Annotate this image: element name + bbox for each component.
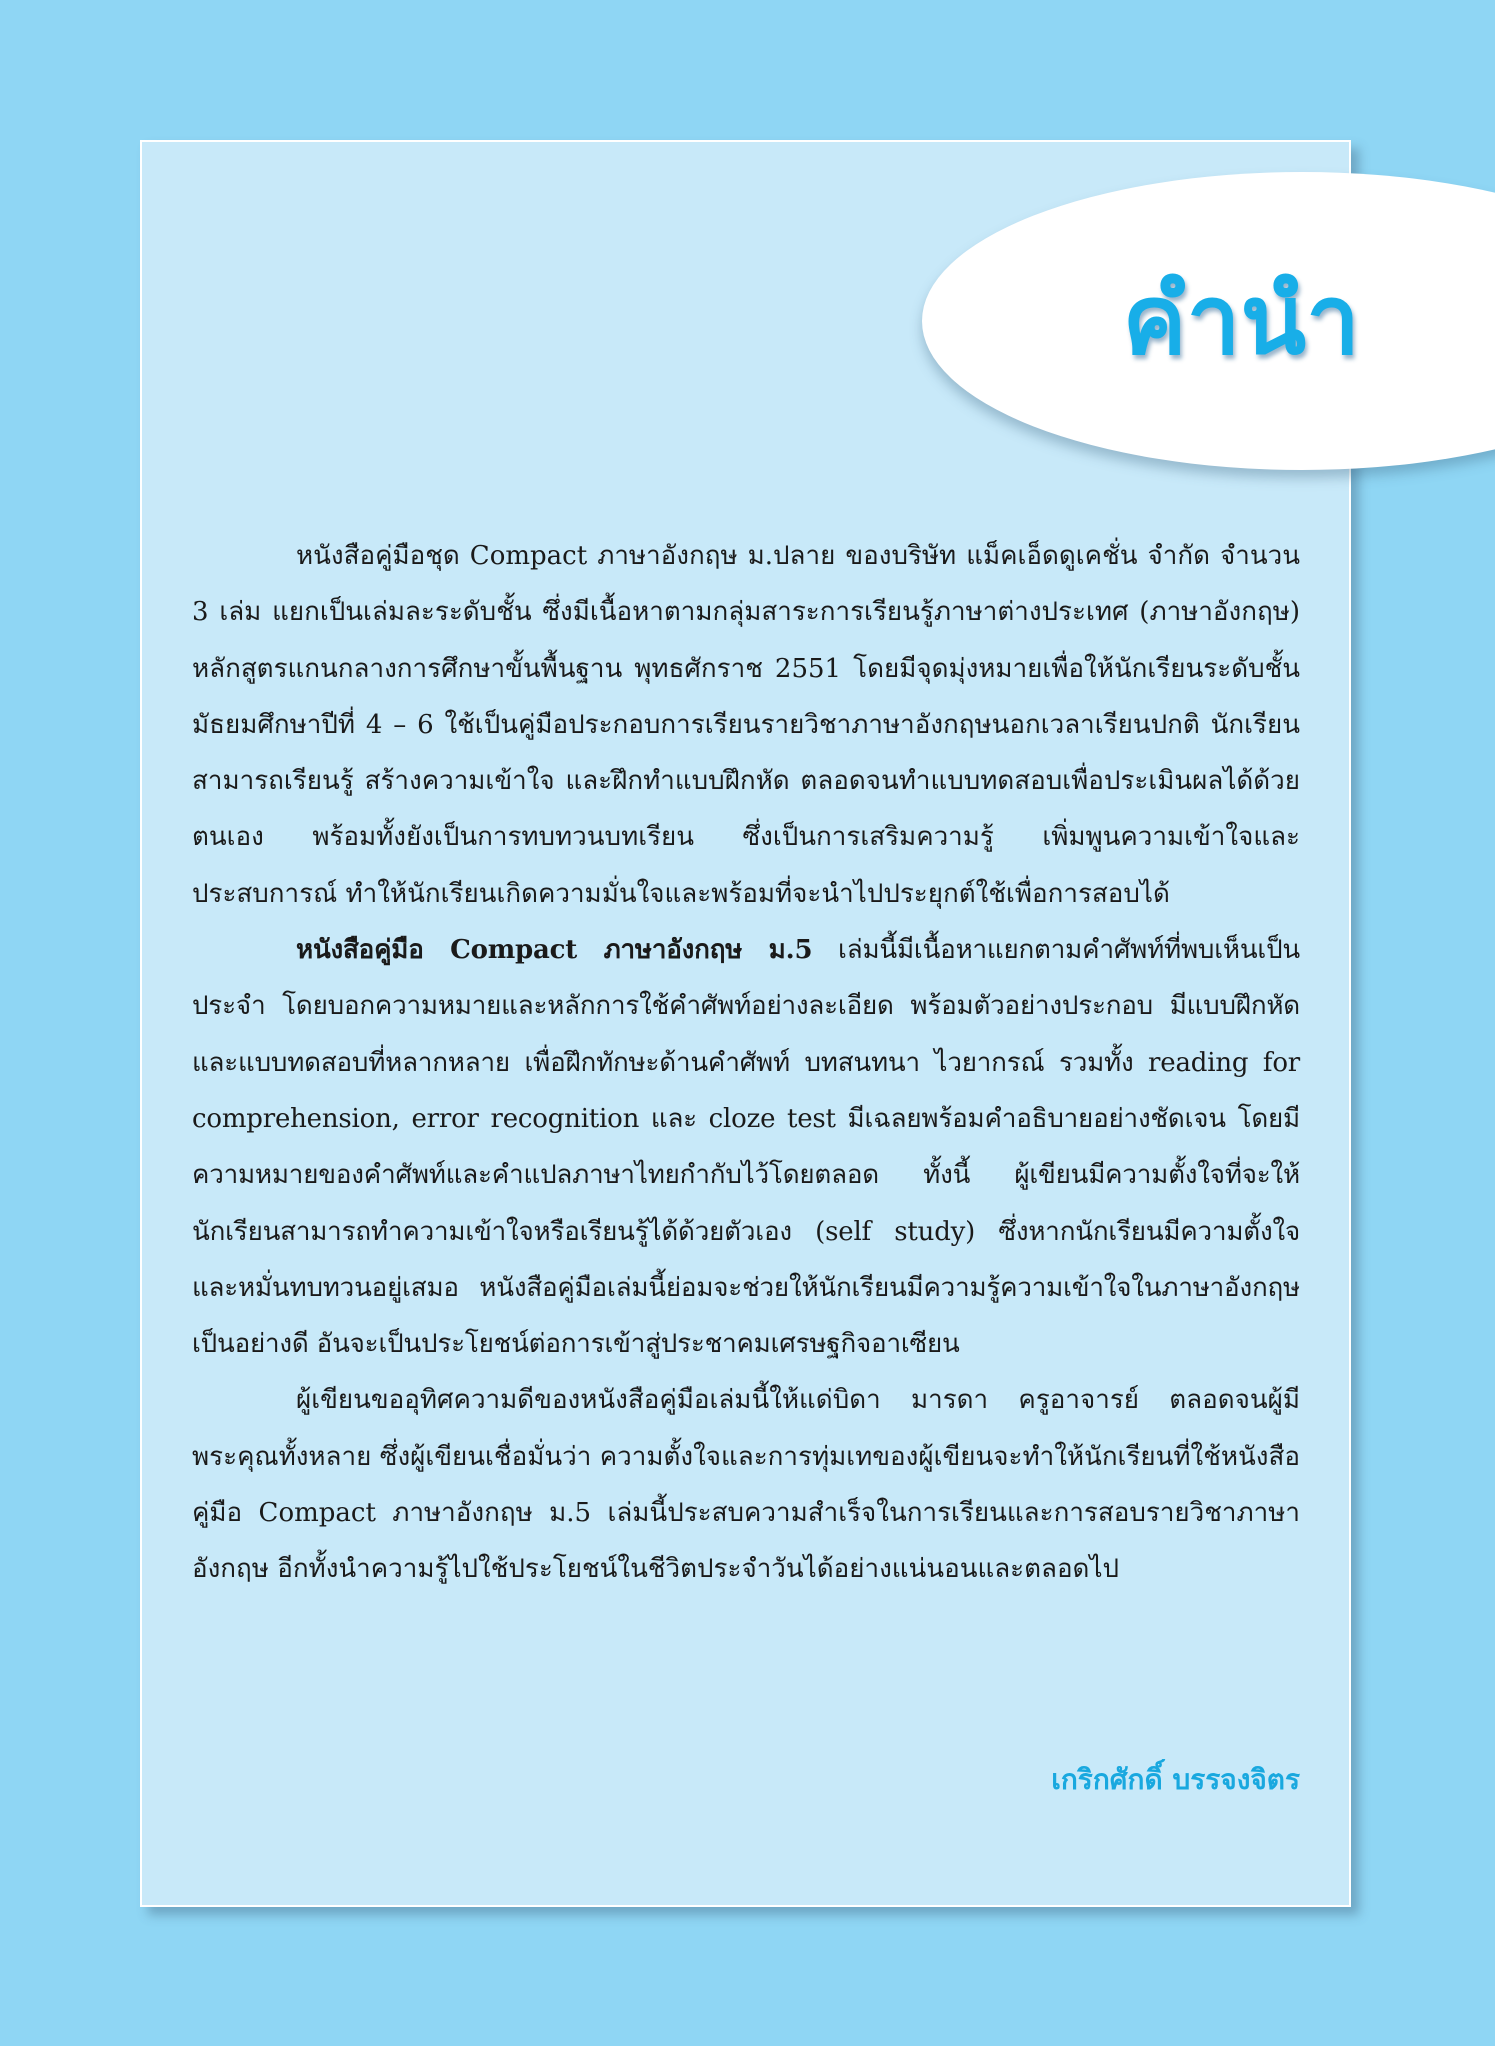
author-signature: เกริกศักดิ์ บรรจงจิตร [1051, 1763, 1300, 1796]
paragraph-3 [192, 1372, 1300, 1597]
paragraph-2-lead: หนังสือคู่มือ Compact ภาษาอังกฤษ ม.5 [296, 935, 813, 966]
paragraph-2 [192, 922, 1300, 1372]
paragraph-3-text: ผู้เขียนขออุทิศความดีของหนังสือคู่มือเล่มนี้ให้แด่บิดา มารดา ครูอาจารย์ ตลอดจนผู้มีพระคุณทั้งหลาย ซึ่งผู้เขียนเชื่อมั่นว่า ความตั้งใจและการทุ่มเทของผู้เขียนจะทำให้นักเรียนที่ใช้หนังสือคู่มือ Compact ภาษาอังกฤษ ม.5 เล่มนี้ประสบความสำเร็จในการเรียนและการสอบรายวิชาภาษาอังกฤษ อีกทั้งนำความรู้ไปใช้ประโยชน์ในชีวิตประจำวันได้อย่างแน่นอนและตลอดไป [192, 1385, 1300, 1585]
page-title: คำนำ [1122, 264, 1360, 376]
preface-body [192, 528, 1300, 1598]
paragraph-2-text: เล่มนี้มีเนื้อหาแยกตามคำศัพท์ที่พบเห็นเป็นประจำ โดยบอกความหมายและหลักการใช้คำศัพท์อย่างละเอียด พร้อมตัวอย่างประกอบ มีแบบฝึกหัดและแบบทดสอบที่หลากหลาย เพื่อฝึกทักษะด้านคำศัพท์ บทสนทนา ไวยากรณ์ รวมทั้ง reading for comprehension, error recognition และ cloze test มีเฉลยพร้อมคำอธิบายอย่างชัดเจน โดยมีความหมายของคำศัพท์และคำแปลภาษาไทยกำกับไว้โดยตลอด ทั้งนี้ ผู้เขียนมีความตั้งใจที่จะให้นักเรียนสามารถทำความเข้าใจหรือเรียนรู้ได้ด้วยตัวเอง (self study) ซึ่งหากนักเรียนมีความตั้งใจและหมั่นทบทวนอยู่เสมอ หนังสือคู่มือเล่มนี้ย่อมจะช่วยให้นักเรียนมีความรู้ความเข้าใจในภาษาอังกฤษเป็นอย่างดี อันจะเป็นประโยชน์ต่อการเข้าสู่ประชาคมเศรษฐกิจอาเซียน [192, 935, 1301, 1360]
paragraph-1-text: หนังสือคู่มือชุด Compact ภาษาอังกฤษ ม.ปลาย ของบริษัท แม็คเอ็ดดูเคชั่น จำกัด จำนวน 3 เล่ม แยกเป็นเล่มละระดับชั้น ซึ่งมีเนื้อหาตามกลุ่มสาระการเรียนรู้ภาษาต่างประเทศ (ภาษาอังกฤษ) หลักสูตรแกนกลางการศึกษาขั้นพื้นฐาน พุทธศักราช 2551 โดยมีจุดมุ่งหมายเพื่อให้นักเรียนระดับชั้นมัธยมศึกษาปีที่ 4 – 6 ใช้เป็นคู่มือประกอบการเรียนรายวิชาภาษาอังกฤษนอกเวลาเรียนปกติ นักเรียนสามารถเรียนรู้ สร้างความเข้าใจ และฝึกทำแบบฝึกหัด ตลอดจนทำแบบทดสอบเพื่อประเมินผลได้ด้วยตนเอง พร้อมทั้งยังเป็นการทบทวนบทเรียน ซึ่งเป็นการเสริมความรู้ เพิ่มพูนความเข้าใจและประสบการณ์ ทำให้นักเรียนเกิดความมั่นใจและพร้อมที่จะนำไปประยุกต์ใช้เพื่อการสอบได้ [192, 541, 1300, 909]
paragraph-1 [192, 528, 1300, 922]
